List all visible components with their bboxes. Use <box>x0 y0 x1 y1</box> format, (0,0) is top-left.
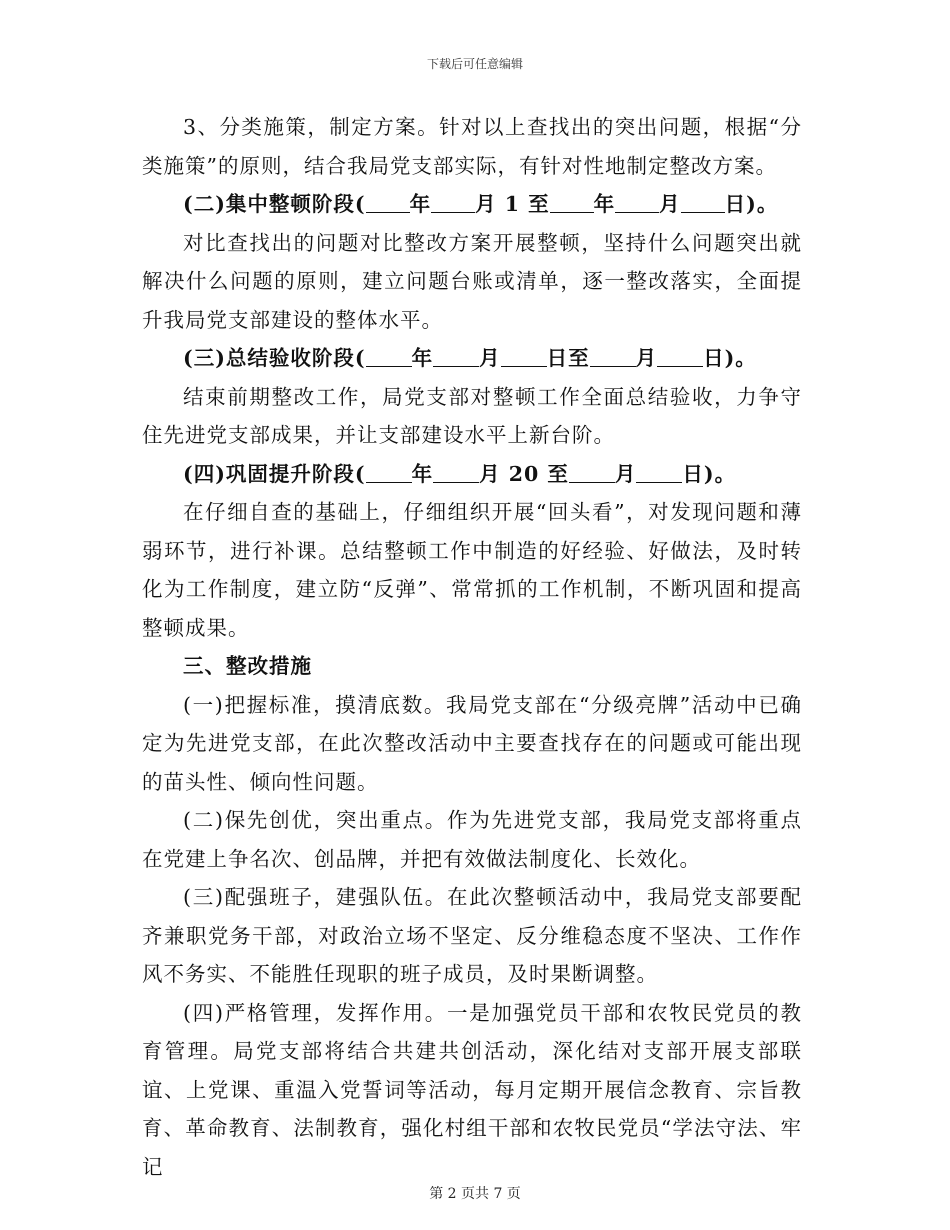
section-heading-measures: 三、整改措施 <box>183 654 312 678</box>
blank-line <box>366 192 410 214</box>
heading-text: 月 <box>635 346 658 370</box>
page-footer: 第 2 页共 7 页 <box>429 1186 521 1202</box>
stage-three-label: (三)总结验收阶段( <box>183 346 366 370</box>
blank-line <box>569 461 615 483</box>
blank-line <box>550 192 594 214</box>
heading-text: 月 <box>479 346 501 370</box>
heading-text: 月 20 至 <box>479 461 569 486</box>
blank-line <box>501 346 547 368</box>
blank-line <box>636 461 682 483</box>
blank-line <box>433 461 479 483</box>
heading-text: 日至 <box>546 346 590 370</box>
stage-four-label: (四)巩固提升阶段( <box>183 461 366 486</box>
heading-text: 日)。 <box>703 346 757 370</box>
heading-text: 月 <box>659 192 681 216</box>
paragraph-measure-3: (三)配强班子，建强队伍。在此次整顿活动中，我局党支部要配齐兼职党务干部，对政治立场不坚定、反分维稳态度不坚决、工作作风不务实、不能胜任现职的班子成员，及时果断调整。 <box>142 885 802 986</box>
heading-text: 日)。 <box>724 192 779 216</box>
heading-text: 月 <box>614 461 637 486</box>
heading-text: 年 <box>409 192 432 216</box>
blank-line <box>366 461 412 483</box>
blank-line <box>366 346 412 368</box>
heading-text: 日)。 <box>682 461 737 486</box>
paragraph-measure-2: (二)保先创优，突出重点。作为先进党支部，我局党支部将重点在党建上争名次、创品牌，并把有效做法制度化、长效化。 <box>142 808 802 871</box>
stage-four-heading <box>142 455 802 494</box>
paragraph-measure-1: (一)把握标准，摸清底数。我局党支部在“分级亮牌”活动中已确定为先进党支部，在此次整改活动中主要查找存在的问题或可能出现的苗头性、倾向性问题。 <box>142 692 802 794</box>
blank-line <box>433 346 479 368</box>
blank-line <box>657 346 703 368</box>
stage-two-label: (二)集中整顿阶段( <box>183 192 366 216</box>
blank-line <box>431 192 475 214</box>
heading-text: 年 <box>411 461 434 486</box>
page-header: 下载后可任意编辑 <box>426 57 523 71</box>
blank-line <box>590 346 636 368</box>
heading-text: 年 <box>411 346 434 370</box>
paragraph-measure-4: (四)严格管理，发挥作用。一是加强党员干部和农牧民党员的教育管理。局党支部将结合共建共创活动，深化结对支部开展支部联谊、上党课、重温入党誓词等活动，每月定期开展信念教育、宗旨教育、革命教育、法制教育，强化村组干部和农牧民党员“学法守法、牢记 <box>142 1000 802 1179</box>
paragraph-summary: 结束前期整改工作，局党支部对整顿工作全面总结验收，力争守住先进党支部成果，并让支部建设水平上新台阶。 <box>142 384 802 447</box>
blank-line <box>615 192 659 214</box>
heading-text: 月 1 至 <box>475 192 550 216</box>
heading-text: 年 <box>593 192 616 216</box>
blank-line <box>681 192 725 214</box>
stage-three-heading <box>142 339 802 378</box>
paragraph-rectify: 对比查找出的问题对比整改方案开展整顿，坚持什么问题突出就解决什么问题的原则，建立问题台账或清单，逐一整改落实，全面提升我局党支部建设的整体水平。 <box>142 230 802 332</box>
stage-two-heading <box>142 185 802 224</box>
document-body <box>142 108 802 1186</box>
paragraph-consolidate: 在仔细自查的基础上，仔细组织开展“回头看”，对发现问题和薄弱环节，进行补课。总结整顿工作中制造的好经验、好做法，及时转化为工作制度，建立防“反弹”、常常抓的工作机制，不断巩固和提高整顿成果。 <box>142 500 802 640</box>
paragraph-classify-plan: 3、分类施策，制定方案。针对以上查找出的突出问题，根据“分类施策”的原则，结合我局党支部实际，有针对性地制定整改方案。 <box>142 115 802 178</box>
